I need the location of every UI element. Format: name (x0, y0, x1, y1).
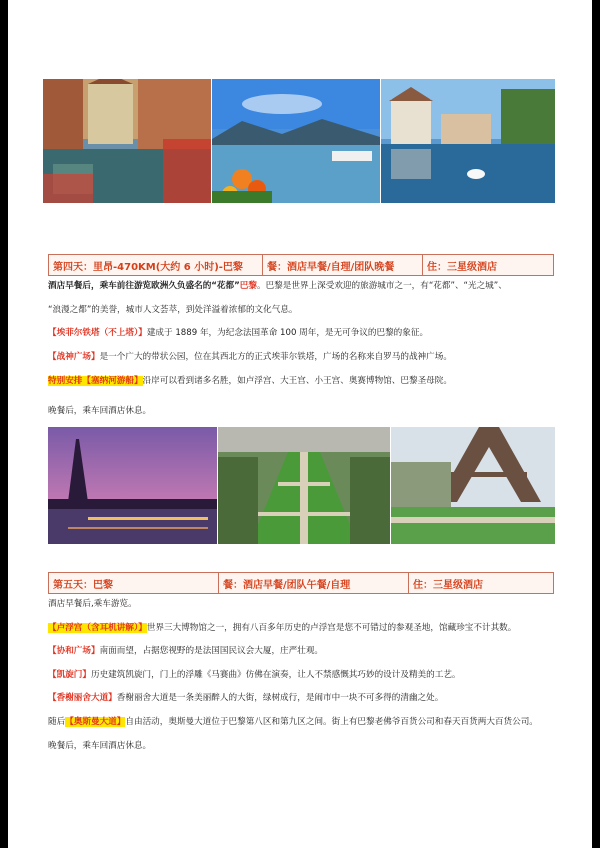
champ-de-mars-aerial-photo (218, 427, 390, 544)
day4-meals: 餐：酒店早餐/自理/团队晚餐 (263, 255, 423, 275)
day5-evening: 晚餐后，乘车回酒店休息。 (48, 741, 152, 751)
champ-de-mars-text: 是一个广大的带状公园，位在其西北方的正式埃菲尔铁塔，广场的名称来自罗马的战神广场。 (99, 352, 452, 362)
eiffel-night-seine-photo (48, 427, 217, 544)
lake-annecy-photo (212, 79, 380, 203)
arc-text: 历史建筑凯旋门，门上的浮雕《马赛曲》仿佛在演奏，让人不禁感慨其巧妙的设计及精美的工艺。 (90, 670, 461, 680)
arc-label: 【凯旋门】 (48, 670, 91, 680)
eiffel-tower-day-photo (391, 427, 555, 544)
day4-evening: 晚餐后，乘车回酒店休息。 (48, 406, 152, 416)
seine-prefix: 特别安排 (48, 376, 83, 386)
eiffel-label: 【埃菲尔铁塔（不上塔）】 (48, 328, 147, 338)
annecy-swan-photo (381, 79, 555, 203)
louvre-paragraph (48, 622, 568, 634)
day4-intro-bold: 酒店早餐后，乘车前往游览欧洲久负盛名的“花都” (48, 281, 240, 291)
day4-header-row (48, 254, 554, 276)
day5-hotel: 住：三星级酒店 (413, 579, 483, 591)
eiffel-text: 建成于 1889 年，为纪念法国革命 100 周年，是无可争议的巴黎的象征。 (146, 328, 429, 338)
day5-header-row (48, 572, 554, 594)
haussmann-text: 自由活动，奥斯曼大道位于巴黎第八区和第九区之间。街上有巴黎老佛爷百货公司和春天百货两大百货公司。 (125, 717, 538, 727)
day4-intro-rest: 。巴黎是世界上深受欢迎的旅游城市之一，有“花都”、“光之城”、 (256, 281, 507, 291)
concorde-text: 南面而望，占据您视野的是法国国民议会大厦，庄严壮观。 (99, 646, 324, 656)
champ-de-mars-label: 【战神广场】 (48, 352, 100, 362)
itinerary-page (8, 0, 592, 848)
eiffel-paragraph (48, 327, 568, 339)
concorde-label: 【协和广场】 (48, 646, 100, 656)
seine-text: 沿岸可以看到诸多名胜，如卢浮宫、大王宫、小王宫、奥赛博物馆、巴黎圣母院。 (142, 376, 452, 386)
champ-de-mars-paragraph (48, 351, 568, 363)
day5-intro: 酒店早餐后,乘车游览。 (48, 599, 137, 609)
day5-title: 第五天：巴黎 (49, 573, 219, 593)
champs-elysees-paragraph (48, 692, 568, 704)
day4-title: 第四天：里昂-470KM(大约 6 小时)-巴黎 (49, 255, 263, 275)
seine-label: 【塞纳河游船】 (82, 376, 143, 386)
haussmann-prefix: 随后 (48, 717, 66, 727)
day5-meals: 餐：酒店早餐/团队午餐/自理 (219, 573, 409, 593)
champs-label: 【香榭丽舍大道】 (48, 693, 117, 703)
haussmann-paragraph (48, 716, 568, 728)
champs-text: 香榭丽舍大道是一条美丽醉人的大街，绿树成行，是闹市中一块不可多得的清幽之处。 (116, 693, 444, 703)
day4-intro-line1 (48, 280, 568, 292)
concorde-paragraph (48, 645, 568, 657)
haussmann-label: 【奥斯曼大道】 (65, 717, 126, 727)
paris-highlight: 巴黎 (239, 281, 257, 291)
annecy-canal-photo (43, 79, 211, 203)
day4-hotel: 住：三星级酒店 (427, 261, 497, 273)
day4-intro-line2: “浪漫之都”的美誉，城市人文荟萃，到处洋溢着浓郁的文化气息。 (48, 305, 298, 315)
arc-de-triomphe-paragraph (48, 669, 568, 681)
louvre-label: 【卢浮宫（含耳机讲解）】 (48, 623, 147, 633)
seine-cruise-paragraph (48, 375, 568, 387)
louvre-text: 世界三大博物馆之一，拥有八百多年历史的卢浮宫是您不可错过的参观圣地，馆藏珍宝不计其数。 (146, 623, 517, 633)
